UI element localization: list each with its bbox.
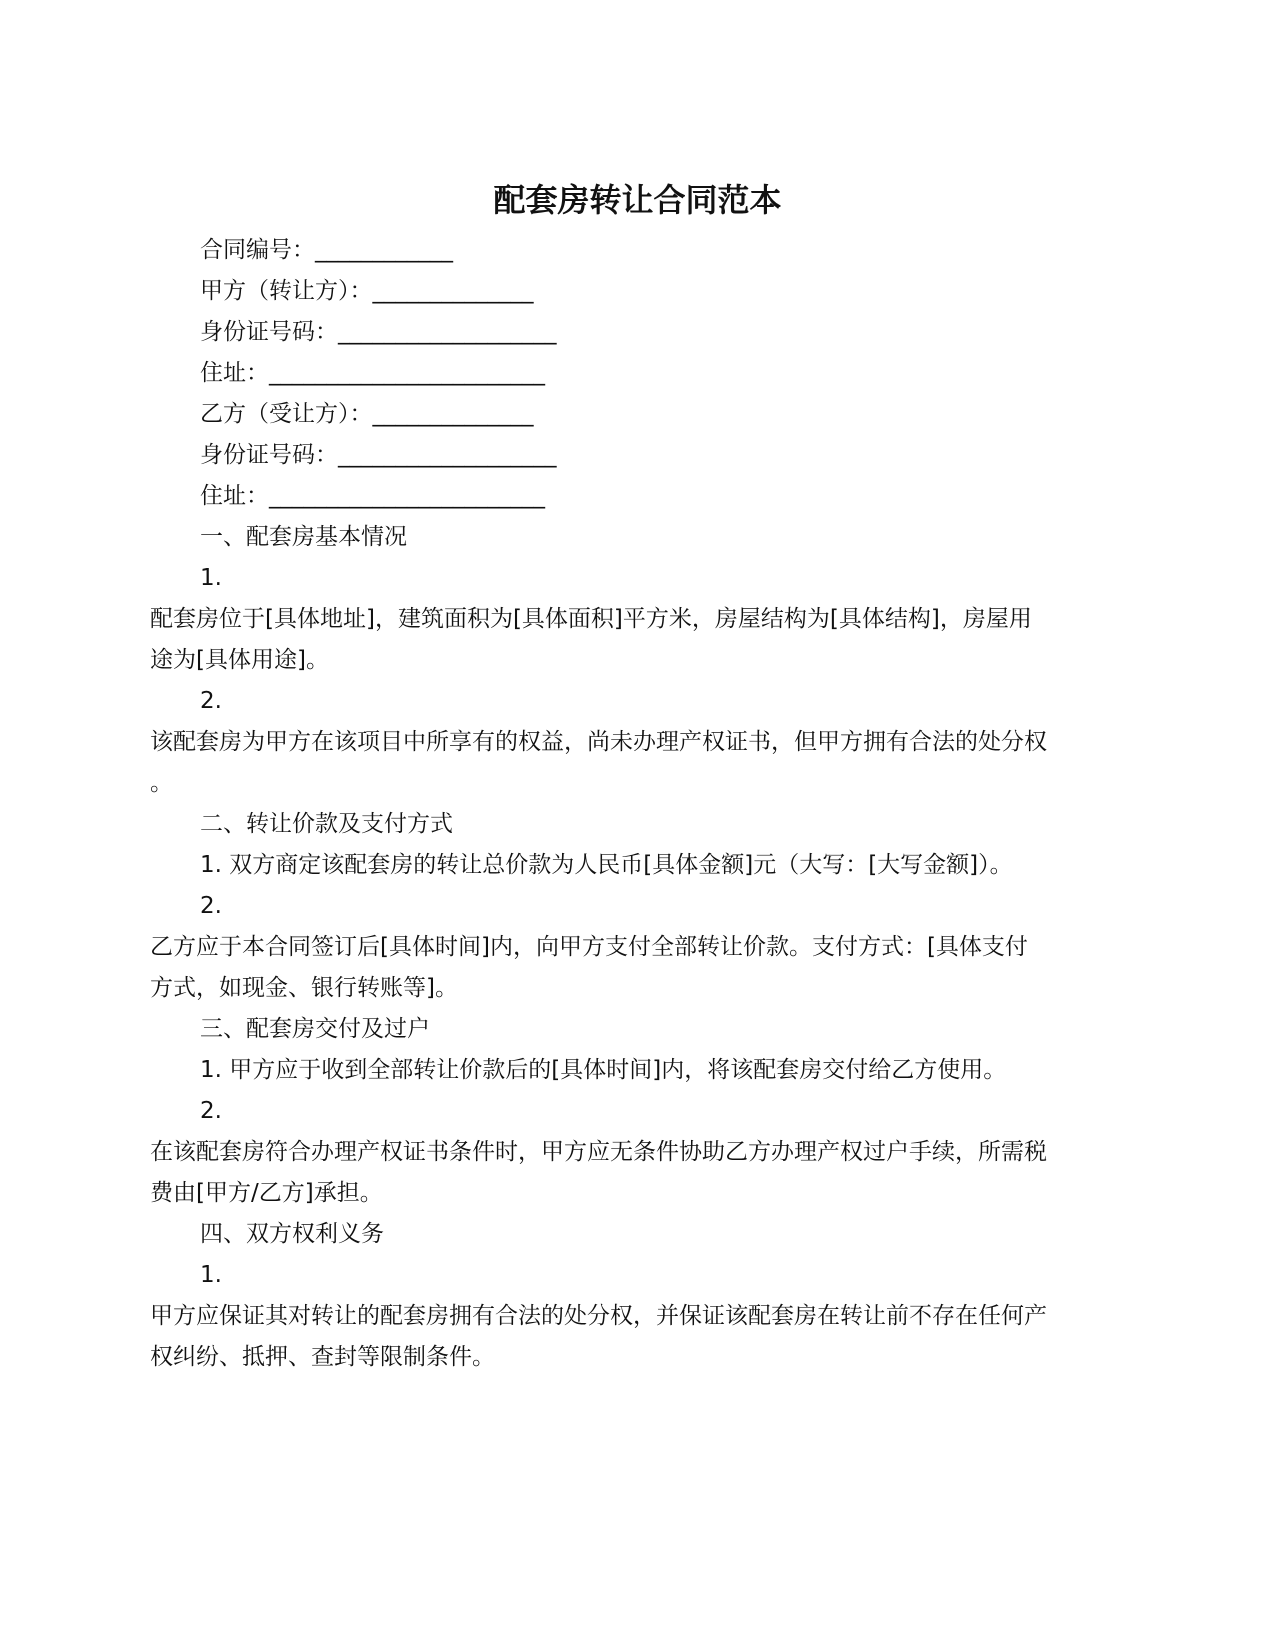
field-contract-number [200,235,453,265]
field-blank: ________________________ [269,360,545,386]
field-blank: ______________ [372,278,534,304]
field-party-a [200,276,534,306]
field-label: 身份证号码： [200,442,338,468]
field-party-b-address [200,481,545,511]
paragraph-line: 。 [150,770,173,796]
field-party-a-id [200,317,557,347]
field-blank: ______________ [372,401,534,427]
field-label: 甲方（转让方）： [200,278,373,304]
field-label: 住址： [200,483,269,509]
field-label: 合同编号： [200,237,315,263]
paragraph-line: 权纠纷、抵押、查封等限制条件。 [150,1344,495,1370]
item-number: 2. [200,1098,222,1124]
paragraph-line: 甲方应保证其对转让的配套房拥有合法的处分权，并保证该配套房在转让前不存在任何产 [150,1303,1047,1329]
field-party-a-address [200,358,545,388]
paragraph-line: 1. 甲方应于收到全部转让价款后的[具体时间]内，将该配套房交付给乙方使用。 [200,1057,1007,1083]
paragraph-line: 方式，如现金、银行转账等]。 [150,975,458,1001]
item-number: 2. [200,688,222,714]
paragraph-line: 该配套房为甲方在该项目中所享有的权益，尚未办理产权证书，但甲方拥有合法的处分权 [150,729,1047,755]
field-label: 身份证号码： [200,319,338,345]
field-blank: ________________________ [269,483,545,509]
paragraph-line: 配套房位于[具体地址]，建筑面积为[具体面积]平方米，房屋结构为[具体结构]，房屋用 [150,606,1032,632]
paragraph-line: 1. 双方商定该配套房的转让总价款为人民币[具体金额]元（大写：[大写金额]）。 [200,852,1013,878]
document-title: 配套房转让合同范本 [493,181,782,219]
field-party-b-id [200,440,557,470]
paragraph-line: 途为[具体用途]。 [150,647,329,673]
field-blank: ___________________ [338,442,557,468]
field-party-b [200,399,534,429]
item-number: 2. [200,893,222,919]
field-label: 住址： [200,360,269,386]
section-heading-2: 二、转让价款及支付方式 [200,811,453,837]
section-heading-1: 一、配套房基本情况 [200,524,407,550]
section-heading-3: 三、配套房交付及过户 [200,1016,430,1042]
field-blank: ____________ [315,237,453,263]
section-heading-4: 四、双方权利义务 [200,1221,384,1247]
item-number: 1. [200,565,222,591]
paragraph-line: 在该配套房符合办理产权证书条件时，甲方应无条件协助乙方办理产权过户手续，所需税 [150,1139,1047,1165]
paragraph-line: 费由[甲方/乙方]承担。 [150,1180,383,1206]
item-number: 1. [200,1262,222,1288]
field-blank: ___________________ [338,319,557,345]
paragraph-line: 乙方应于本合同签订后[具体时间]内，向甲方支付全部转让价款。支付方式：[具体支付 [150,934,1028,960]
field-label: 乙方（受让方）： [200,401,373,427]
